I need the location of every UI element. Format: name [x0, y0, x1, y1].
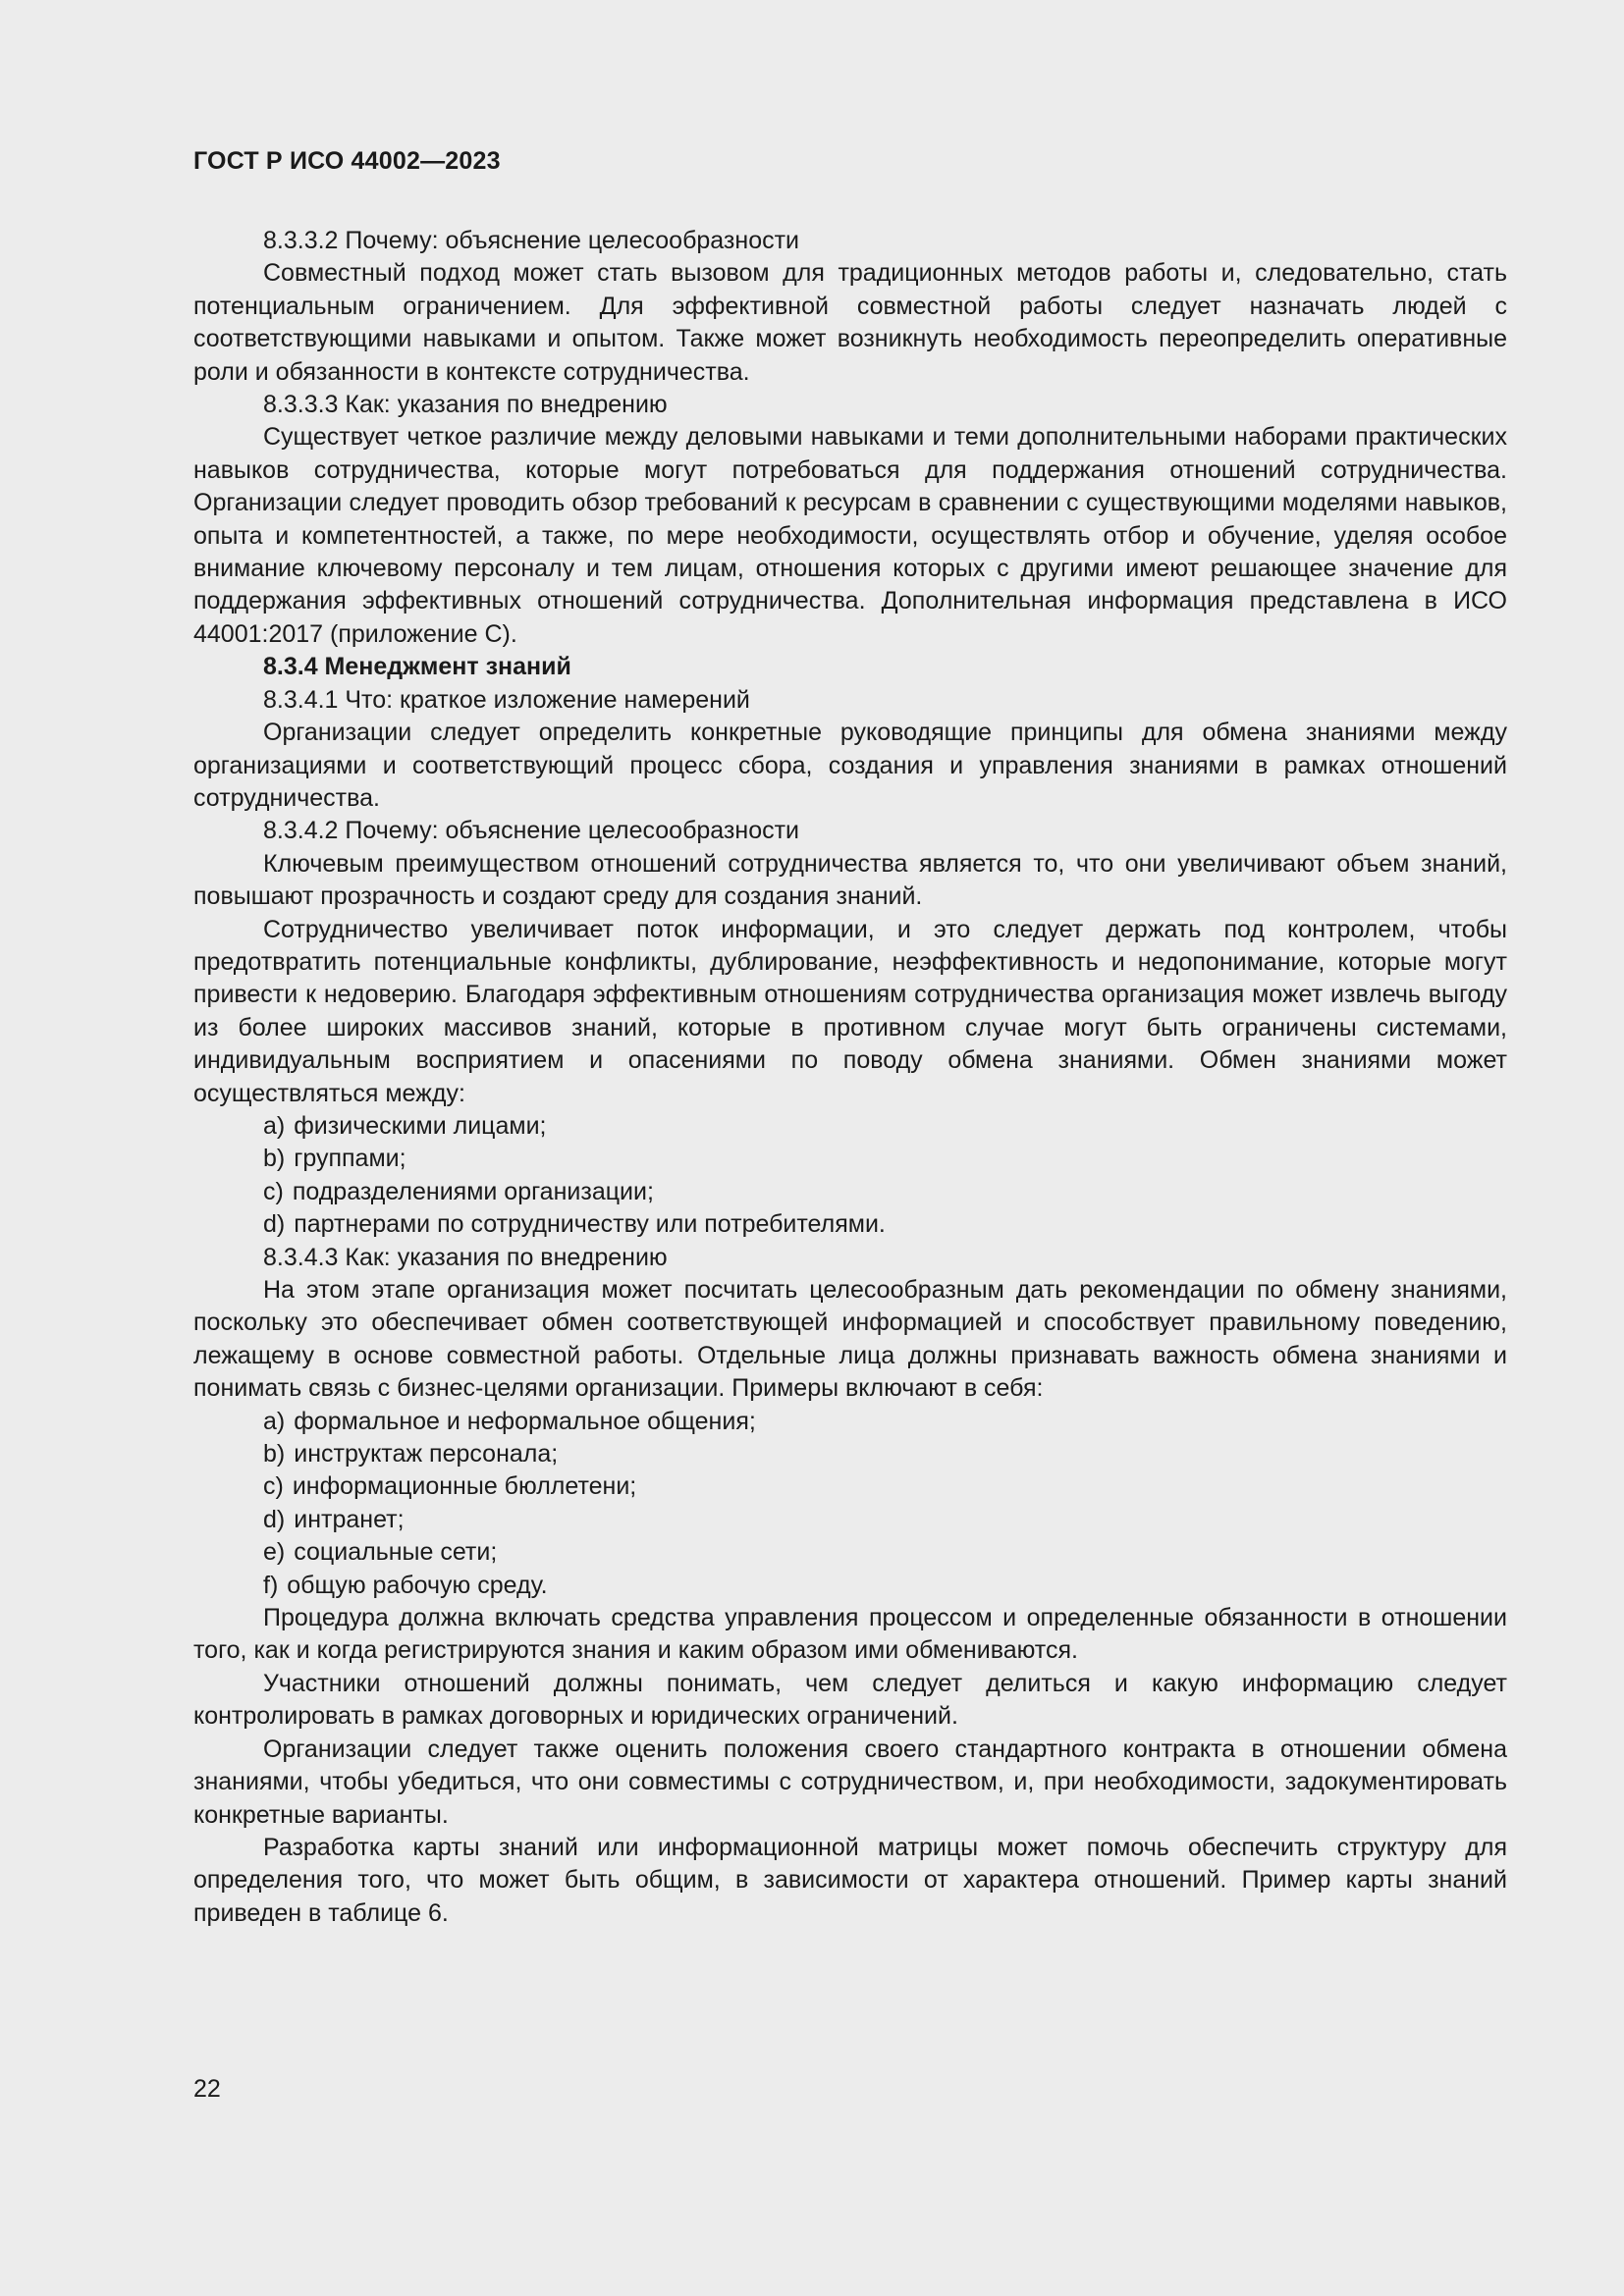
section-8-3-4-2-heading: 8.3.4.2 Почему: объяснение целесообразности [263, 817, 800, 845]
list-item-marker: b) [263, 1145, 286, 1173]
section-8-3-3-3-heading: 8.3.3.3 Как: указания по внедрению [263, 391, 668, 419]
list-item [193, 1143, 1507, 1175]
section-8-3-4-3-paragraph-1: На этом этапе организация может посчитать целесообразным дать рекомендации по обмену знаниями, поскольку это обеспечивает обмен соответствующей информацией и способствует правильному поведению, лежащему в основе совместной работы. Отдельные лица должны признавать важность обмена знаниями и понимать связь с бизнес-целями организации. Примеры включают в себя: [193, 1276, 1507, 1403]
section-8-3-3-2-paragraph-1: Совместный подход может стать вызовом для традиционных методов работы и, следовательно, стать потенциальным ограничением. Для эффективной совместной работы следует назначать людей с соответствующими навыками и опытом. Также может возникнуть необходимость переопределить оперативные роли и обязанности в контексте сотрудничества. [193, 259, 1507, 386]
list-item-marker: c) [263, 1177, 284, 1205]
list-item [193, 1570, 1507, 1602]
section-8-3-4-2-paragraph-1: Ключевым преимуществом отношений сотрудничества является то, что они увеличивают объем знаний, повышают прозрачность и создают среду для создания знаний. [193, 849, 1507, 911]
section-8-3-4-3-paragraph-2: Процедура должна включать средства управления процессом и определенные обязанности в отношении того, как и когда регистрируются знания и каким образом ими обмениваются. [193, 1604, 1507, 1665]
list-item-marker: b) [263, 1440, 286, 1468]
list-item [193, 1504, 1507, 1536]
list-item-marker: e) [263, 1538, 286, 1567]
knowledge-exchange-examples-list [193, 1406, 1507, 1602]
list-item-text: информационные бюллетени; [292, 1472, 637, 1501]
list-item-marker: d) [263, 1210, 286, 1239]
list-item-text: инструктаж персонала; [294, 1440, 559, 1468]
list-item-marker: c) [263, 1472, 284, 1501]
section-8-3-4-heading: 8.3.4 Менеджмент знаний [263, 653, 571, 681]
list-item-text: общую рабочую среду. [287, 1571, 548, 1599]
list-item [193, 1110, 1507, 1143]
list-item-marker: d) [263, 1505, 286, 1533]
list-item [193, 1438, 1507, 1470]
list-item-text: формальное и неформальное общения; [294, 1407, 756, 1435]
section-8-3-4-2-paragraph-2: Сотрудничество увеличивает поток информации, и это следует держать под контролем, чтобы предотвратить потенциальные конфликты, дублирование, неэффективность и недопонимание, которые могут привести к недоверию. Благодаря эффективным отношениям сотрудничества организация может извлечь выгоду из более широких массивов знаний, которые в противном случае могут быть ограничены системами, индивидуальным восприятием и опасениями по поводу обмена знаниями. Обмен знаниями может осуществляться между: [193, 915, 1507, 1107]
section-8-3-4-3-paragraph-5: Разработка карты знаний или информационной матрицы может помочь обеспечить структуру для определения того, что может быть общим, в зависимости от характера отношений. Пример карты знаний приведен в таблице 6. [193, 1833, 1507, 1927]
list-item [193, 1470, 1507, 1503]
knowledge-exchange-parties-list [193, 1110, 1507, 1242]
list-item-text: физическими лицами; [294, 1111, 547, 1140]
list-item-text: подразделениями организации; [292, 1177, 654, 1205]
list-item-marker: f) [263, 1571, 279, 1599]
document-body [193, 225, 1507, 1930]
section-8-3-3-2-heading: 8.3.3.2 Почему: объяснение целесообразности [263, 227, 800, 254]
list-item-text: интранет; [294, 1505, 405, 1533]
list-item [193, 1176, 1507, 1208]
section-8-3-3-3-paragraph-1: Существует четкое различие между деловыми навыками и теми дополнительными наборами практических навыков сотрудничества, которые могут потребоваться для поддержания отношений сотрудничества. Организации следует проводить обзор требований к ресурсам в сравнении с существующими моделями навыков, опыта и компетентностей, а также, по мере необходимости, осуществлять отбор и обучение, уделяя особое внимание ключевому персоналу и тем лицам, отношения которых с другими имеют решающее значение для поддержания эффективных отношений сотрудничества. Дополнительная информация представлена в ИСО 44001:2017 (приложение С). [193, 423, 1507, 648]
section-8-3-4-3-paragraph-3: Участники отношений должны понимать, чем следует делиться и какую информацию следует контролировать в рамках договорных и юридических ограничений. [193, 1669, 1507, 1731]
list-item-text: партнерами по сотрудничеству или потребителями. [294, 1210, 886, 1239]
section-8-3-4-1-heading: 8.3.4.1 Что: краткое изложение намерений [263, 685, 750, 714]
section-8-3-4-1-paragraph-1: Организации следует определить конкретные руководящие принципы для обмена знаниями между организациями и соответствующий процесс сбора, создания и управления знаниями в рамках отношений сотрудничества. [193, 719, 1507, 812]
document-header-title: ГОСТ Р ИСО 44002—2023 [193, 147, 501, 175]
section-8-3-4-3-heading: 8.3.4.3 Как: указания по внедрению [263, 1243, 668, 1271]
list-item [193, 1406, 1507, 1438]
list-item [193, 1536, 1507, 1569]
page-number: 22 [193, 2075, 221, 2103]
section-8-3-4-3-paragraph-4: Организации следует также оценить положения своего стандартного контракта в отношении обмена знаниями, чтобы убедиться, что они совместимы с сотрудничеством, и, при необходимости, задокументировать конкретные варианты. [193, 1735, 1507, 1829]
list-item-marker: a) [263, 1407, 286, 1435]
list-item-marker: a) [263, 1111, 286, 1140]
list-item [193, 1208, 1507, 1241]
list-item-text: социальные сети; [294, 1538, 498, 1567]
list-item-text: группами; [294, 1145, 406, 1173]
